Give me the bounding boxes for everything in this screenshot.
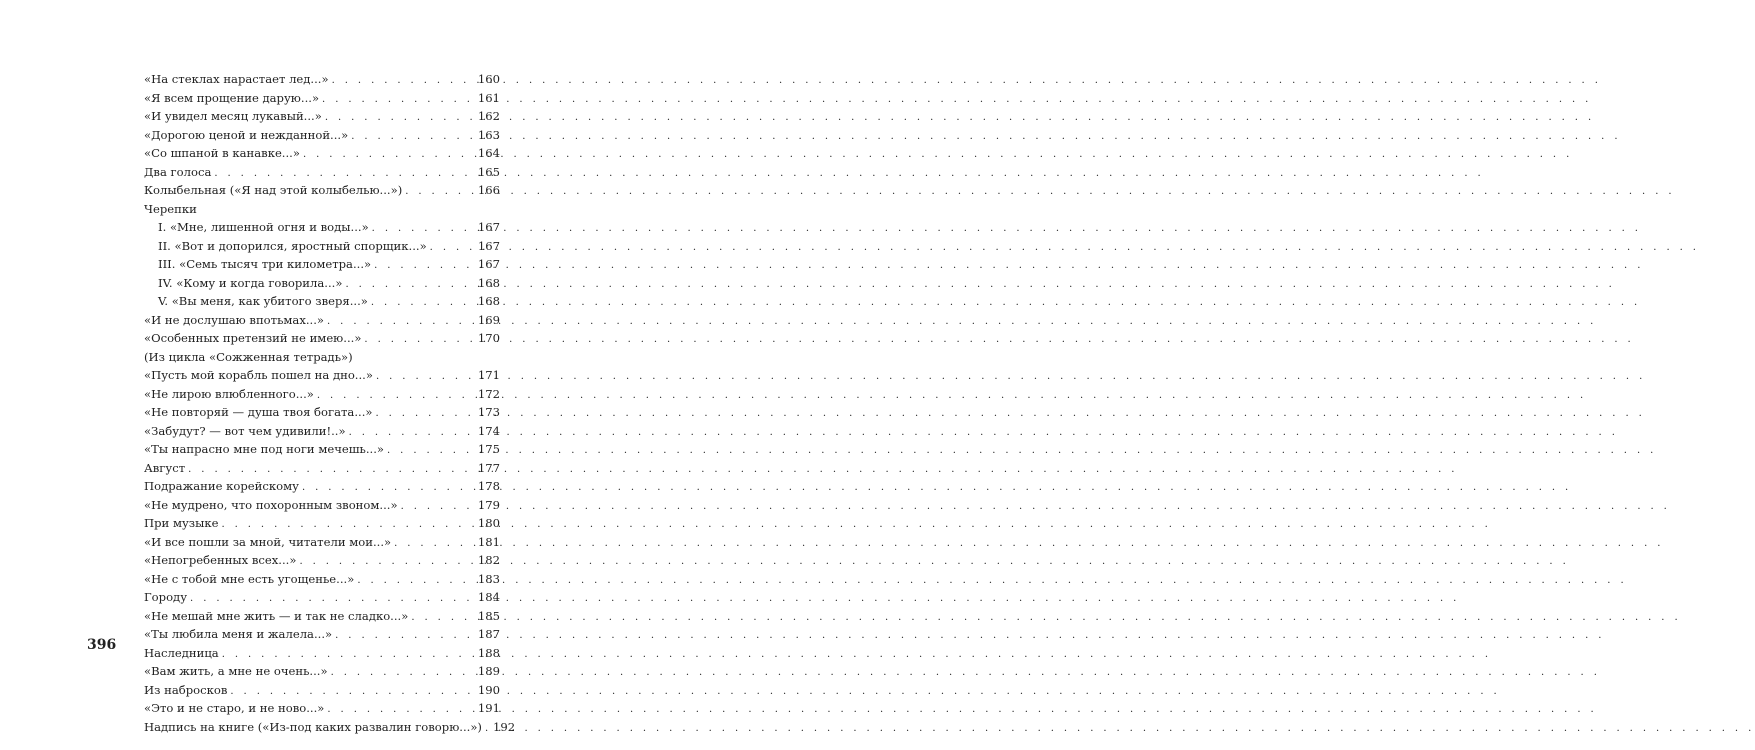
toc-entry-title: Черепки xyxy=(144,201,197,216)
toc-entry-page: 185 xyxy=(477,608,500,623)
toc-entry-page: 169 xyxy=(477,312,500,327)
toc-entry-page: 177 xyxy=(477,460,500,475)
toc-entry-page: 165 xyxy=(477,164,500,179)
toc-entry-title: «И не дослушаю впотьмах...» xyxy=(144,312,325,327)
dot-leader xyxy=(371,294,476,313)
toc-entry xyxy=(144,107,500,126)
dot-leader xyxy=(394,535,476,554)
toc-entry-title: При музыке xyxy=(144,516,219,530)
toc-entry xyxy=(144,496,500,515)
toc-entry-page: 171 xyxy=(477,368,500,382)
toc-entry xyxy=(144,477,500,496)
toc-entry-page: 183 xyxy=(477,571,500,586)
toc-entry-title: «Особенных претензий не имею...» xyxy=(144,331,362,345)
toc-entry xyxy=(144,255,500,274)
toc-entry-page: 160 xyxy=(477,72,500,86)
table-of-contents xyxy=(144,70,516,736)
toc-entry xyxy=(144,70,500,89)
toc-entry-page: 164 xyxy=(477,146,500,160)
dot-leader xyxy=(332,72,476,91)
dot-leader xyxy=(376,368,476,387)
toc-entry-page: 179 xyxy=(477,497,500,512)
toc-entry-title: «Ты любила меня и жалела...» xyxy=(144,627,333,641)
toc-entry-title: V. «Вы меня, как убитого зверя...» xyxy=(158,294,368,308)
toc-entry xyxy=(144,274,500,293)
dot-leader xyxy=(374,257,476,276)
toc-entry-title: Подражание корейскому xyxy=(144,479,299,493)
dot-leader xyxy=(364,331,475,350)
toc-entry xyxy=(144,385,500,404)
toc-entry-page: 173 xyxy=(477,405,500,419)
toc-entry-title: «Не лирою влюбленного...» xyxy=(144,386,314,401)
toc-entry-title: «И все пошли за мной, читатели мои...» xyxy=(144,534,392,549)
dot-leader xyxy=(357,572,476,591)
toc-entry-title: «Пусть мой корабль пошел на дно...» xyxy=(144,368,373,382)
dot-leader xyxy=(401,498,476,517)
toc-entry xyxy=(144,440,500,459)
toc-entry-title: «Не с тобой мне есть угощенье...» xyxy=(144,571,355,586)
toc-entry-title: IV. «Кому и когда говорила...» xyxy=(158,275,343,290)
toc-entry-page: 174 xyxy=(477,423,500,438)
toc-entry-title: «Это и не старо, и не ново...» xyxy=(144,701,325,715)
toc-entry xyxy=(144,644,500,663)
toc-entry-title: III. «Семь тысяч три километра...» xyxy=(158,257,372,271)
toc-entry-title: «Непогребенных всех...» xyxy=(144,553,297,567)
toc-entry-page: 178 xyxy=(477,479,500,493)
toc-entry xyxy=(144,718,516,737)
toc-entry xyxy=(144,329,500,348)
toc-entry-title: (Из цикла «Сожженная тетрадь») xyxy=(144,349,353,364)
toc-entry-page: 182 xyxy=(477,553,500,567)
toc-entry-page: 190 xyxy=(477,682,500,697)
toc-entry xyxy=(144,181,500,200)
toc-entry xyxy=(144,292,500,311)
dot-leader xyxy=(387,442,476,461)
toc-entry xyxy=(144,311,500,330)
toc-entry-title: «Со шпаной в канавке...» xyxy=(144,146,300,160)
toc-entry-title: Август xyxy=(144,460,186,475)
dot-leader xyxy=(430,239,476,258)
toc-entry-title: «Забудут? — вот чем удивили!..» xyxy=(144,423,346,438)
toc-entry-title: Городу xyxy=(144,590,188,604)
toc-entry xyxy=(144,422,500,441)
toc-entry-page: 168 xyxy=(477,294,500,308)
toc-entry-title: Колыбельная («Я над этой колыбелью...») xyxy=(144,183,403,197)
toc-entry-title: II. «Вот и допорился, яростный спорщик...» xyxy=(158,238,427,253)
toc-entry-title: Наследница xyxy=(144,645,219,660)
toc-entry-page: 166 xyxy=(477,183,500,197)
toc-entry-title: «Не мудрено, что похоронным звоном...» xyxy=(144,497,398,512)
toc-entry-title: Надпись на книге («Из-под каких развалин говорю...») xyxy=(144,719,482,734)
toc-entry xyxy=(144,681,500,700)
toc-entry xyxy=(144,366,500,385)
toc-entry xyxy=(144,588,500,607)
toc-entry-page: 167 xyxy=(477,220,500,234)
toc-entry-page: 192 xyxy=(492,719,516,734)
toc-entry-page: 184 xyxy=(477,590,500,604)
toc-entry xyxy=(144,514,500,533)
toc-entry-page: 167 xyxy=(477,238,500,253)
toc-entry xyxy=(144,218,500,237)
toc-entry-title: «Ты напрасно мне под ноги мечешь...» xyxy=(144,442,384,456)
toc-entry-title: «Я всем прощение дарую...» xyxy=(144,90,320,105)
toc-entry-page: 180 xyxy=(477,516,500,530)
toc-entry-title: Два голоса xyxy=(144,164,212,179)
toc-entry-page: 161 xyxy=(477,90,500,105)
toc-entry xyxy=(144,200,500,219)
toc-entry xyxy=(144,625,500,644)
toc-entry-title: Из набросков xyxy=(144,682,228,697)
toc-entry-page: 167 xyxy=(477,257,500,271)
toc-entry xyxy=(144,699,500,718)
toc-entry-page: 163 xyxy=(477,127,500,142)
toc-entry-page: 188 xyxy=(477,645,500,660)
toc-entry xyxy=(144,126,500,145)
toc-entry xyxy=(144,459,500,478)
toc-entry xyxy=(144,89,500,108)
dot-leader xyxy=(331,664,476,683)
toc-entry-title: «И увидел месяц лукавый...» xyxy=(144,109,322,123)
toc-entry-title: «Не мешай мне жить — и так не сладко...» xyxy=(144,608,409,623)
toc-entry xyxy=(144,237,500,256)
dot-leader xyxy=(405,183,476,202)
toc-entry-title: I. «Мне, лишенной огня и воды...» xyxy=(158,220,369,234)
dot-leader xyxy=(485,720,491,739)
toc-entry xyxy=(144,662,500,681)
toc-entry-title: «Вам жить, а мне не очень...» xyxy=(144,664,328,678)
dot-leader xyxy=(303,146,476,165)
toc-entry-page: 170 xyxy=(477,331,500,345)
toc-entry-page: 181 xyxy=(477,534,500,549)
toc-entry xyxy=(144,163,500,182)
toc-entry-page: 172 xyxy=(477,386,500,401)
dot-leader xyxy=(335,627,476,646)
toc-entry-title: «Не повторяй — душа твоя богата...» xyxy=(144,405,373,419)
toc-entry-page: 168 xyxy=(477,275,500,290)
toc-entry xyxy=(144,551,500,570)
toc-entry-page: 189 xyxy=(477,664,500,678)
dot-leader xyxy=(411,609,476,628)
toc-entry-page: 191 xyxy=(477,701,500,715)
page-number: 396 xyxy=(87,637,117,653)
toc-entry xyxy=(144,144,500,163)
toc-entry xyxy=(144,403,500,422)
toc-entry xyxy=(144,570,500,589)
dot-leader xyxy=(375,405,475,424)
toc-entry-page: 187 xyxy=(477,627,500,641)
toc-entry xyxy=(144,533,500,552)
toc-entry-title: «Дорогою ценой и нежданной...» xyxy=(144,127,349,142)
toc-entry-title: «На стеклах нарастает лед...» xyxy=(144,72,329,86)
toc-entry xyxy=(144,607,500,626)
dot-leader xyxy=(322,91,476,110)
toc-entry-page: 162 xyxy=(477,109,500,123)
dot-leader xyxy=(351,128,476,147)
toc-entry-page: 175 xyxy=(477,442,500,456)
toc-entry xyxy=(144,348,500,367)
